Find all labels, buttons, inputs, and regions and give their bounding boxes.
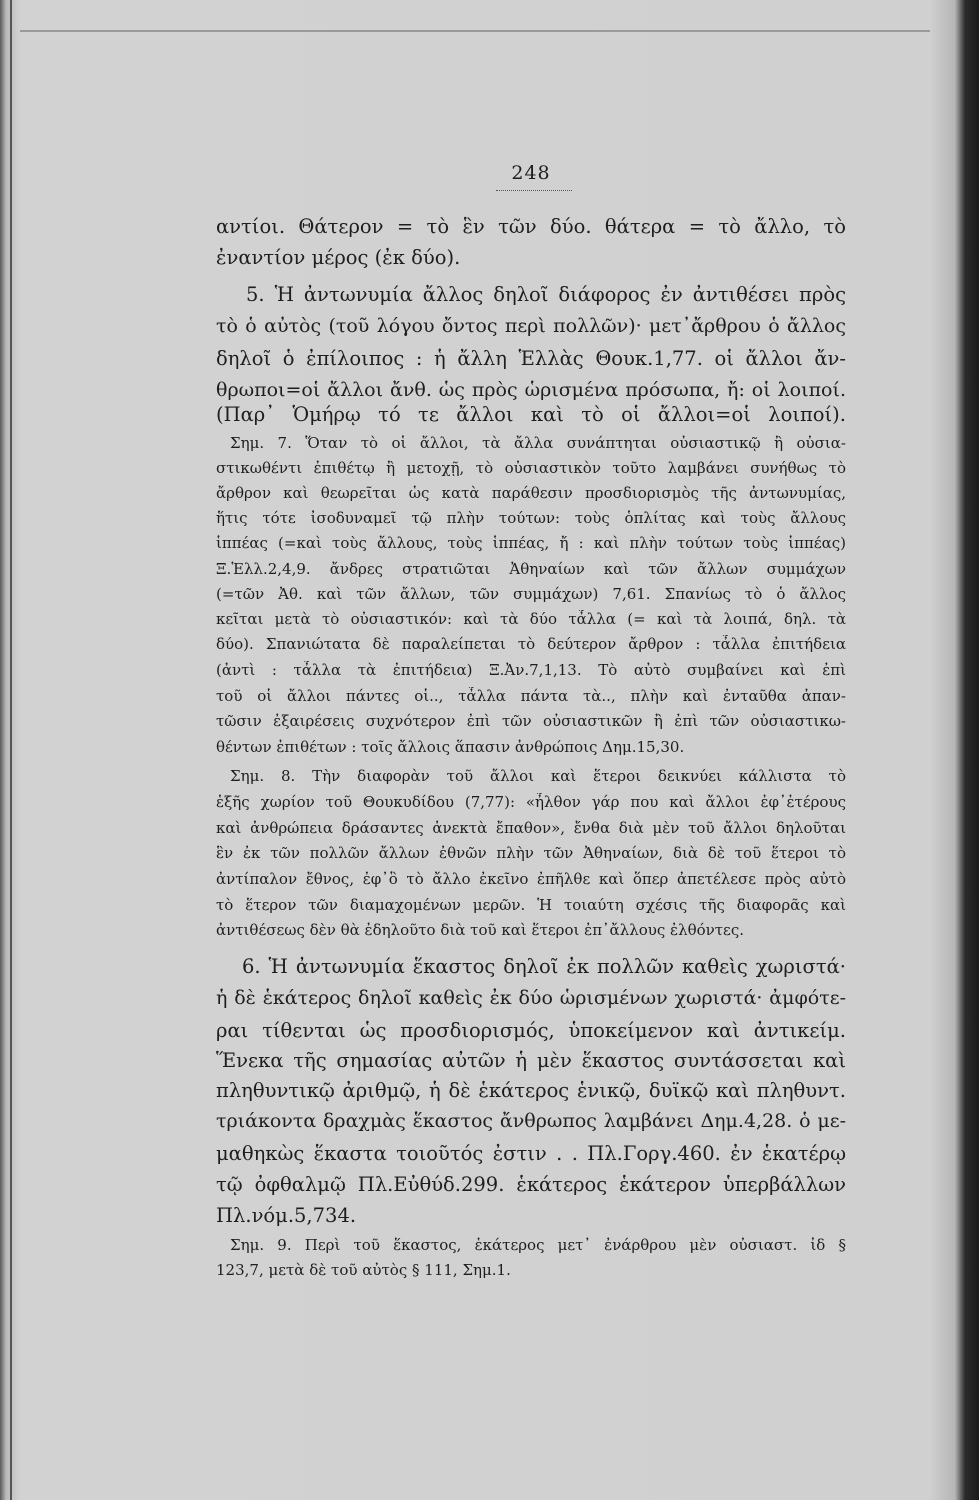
text-line: θρωποι=οἱ ἄλλοι ἄνθ. ὡς πρὸς ὡρισμένα πρόσωπα, ἤ: οἱ λοιποί. — [216, 379, 846, 401]
note-line: ἥτις τότε ἰσοδυναμεῖ τῷ πλὴν τούτων: τοὺς ὁπλίτας καὶ τοὺς ἄλλους — [216, 509, 846, 527]
text-line: τῷ ὀφθαλμῷ Πλ.Εὐθύδ.299. ἑκάτερος ἑκάτερον ὑπερβάλλων — [216, 1173, 846, 1196]
page-number: 248 — [511, 162, 551, 184]
note-line: ἓν ἐκ τῶν πολλῶν ἄλλων ἐθνῶν πλὴν τῶν Ἀθηναίων, διὰ δὲ τοῦ ἕτεροι τὸ — [216, 844, 846, 862]
note-line: θέντων ἐπιθέτων : τοῖς ἄλλοις ἅπασιν ἀνθρώποις Δημ.15,30. — [216, 738, 685, 756]
text-line: (Παρ᾽ Ὁμήρῳ τό τε ἄλλοι καὶ τὸ οἱ ἄλλοι=οἱ λοιποί). — [216, 403, 846, 426]
note-line: κεῖται μετὰ τὸ οὐσιαστικόν: καὶ τὰ δύο τἆλλα (= καὶ τὰ λοιπά, δηλ. τὰ — [216, 610, 846, 628]
note-line: ἄρθρον καὶ θεωρεῖται ὡς κατὰ παράθεσιν προσδιορισμὸς τῆς ἀντωνυμίας, — [216, 484, 846, 502]
text-line: ἡ δὲ ἑκάτερος δηλοῖ καθεὶς ἐκ δύο ὡρισμένων χωριστά· ἀμφότε- — [216, 987, 846, 1009]
note-line: Σημ. 8. Τὴν διαφορὰν τοῦ ἄλλοι καὶ ἕτεροι δεικνύει κάλλιστα τὸ — [230, 767, 846, 785]
note-line: τῶσιν ἐξαιρέσεις συχνότερον ἐπὶ τῶν οὐσιαστικῶν ἢ ἐπὶ τῶν οὐσιαστικω- — [216, 712, 846, 730]
text-line: τὸ ὁ αὐτὸς (τοῦ λόγου ὄντος περὶ πολλῶν)· μετ᾽ἄρθρου ὁ ἄλλος — [216, 315, 846, 337]
text-line: 6. Ἡ ἀντωνυμία ἕκαστος δηλοῖ ἐκ πολλῶν καθεὶς χωριστά· — [242, 955, 846, 978]
note-line: (=τῶν Ἀθ. καὶ τῶν ἄλλων, τῶν συμμάχων) 7,61. Σπανίως τὸ ὁ ἄλλος — [216, 585, 846, 603]
note-line: ἑξῆς χωρίον τοῦ Θουκυδίδου (7,77): «ἦλθον γάρ που καὶ ἄλλοι ἐφ᾽ἑτέρους — [216, 793, 846, 811]
text-line: δηλοῖ ὁ ἐπίλοιπος : ἡ ἄλλη Ἑλλὰς Θουκ.1,77. οἱ ἄλλοι ἄν- — [216, 347, 846, 370]
note-line: δύο). Σπανιώτατα δὲ παραλείπεται τὸ δεύτερον ἄρθρον : τἆλλα ἐπιτήδεια — [216, 635, 846, 653]
note-line: τὸ ἕτερον τῶν διαμαχομένων μερῶν. Ἡ τοιαύτη σχέσις τῆς διαφορᾶς καὶ — [216, 896, 846, 914]
text-line: ραι τίθενται ὡς προσδιορισμός, ὑποκείμενον καὶ ἀντικείμ. — [216, 1019, 846, 1042]
text-line: ἐναντίον μέρος (ἐκ δύο). — [216, 246, 461, 269]
text-line: πληθυντικῷ ἀριθμῷ, ἡ δὲ ἑκάτερος ἑνικῷ, δυϊκῷ καὶ πληθυντ. — [216, 1079, 846, 1102]
text-line: 5. Ἡ ἀντωνυμία ἄλλος δηλοῖ διάφορος ἐν ἀντιθέσει πρὸς — [246, 283, 846, 306]
note-line: (ἀντὶ : τἆλλα τὰ ἐπιτήδεια) Ξ.Ἀν.7,1,13. Τὸ αὐτὸ συμβαίνει καὶ ἐπὶ — [216, 661, 846, 679]
note-line: στικωθέντι ἐπιθέτῳ ἢ μετοχῇ, τὸ οὐσιαστικὸν τοῦτο λαμβάνει συνήθως τὸ — [216, 459, 846, 477]
note-line: Ξ.Ἑλλ.2,4,9. ἄνδρες στρατιῶται Ἀθηναίων καὶ τῶν ἄλλων συμμάχων — [216, 560, 846, 578]
note-line: Σημ. 9. Περὶ τοῦ ἕκαστος, ἑκάτερος μετ᾽ ἐνάρθρου μὲν οὐσιαστ. ἰδ § — [230, 1236, 846, 1254]
text-line: αντίοι. Θάτερον = τὸ ἓν τῶν δύο. θάτερα = τὸ ἄλλο, τὸ — [216, 215, 846, 238]
text-line: Ἕνεκα τῆς σημασίας αὐτῶν ἡ μὲν ἕκαστος συντάσσεται καὶ — [216, 1049, 846, 1072]
text-line: μαθηκὼς ἕκαστα τοιοῦτός ἐστιν . . Πλ.Γοργ.460. ἐν ἑκατέρῳ — [216, 1142, 846, 1165]
text-line: τριάκοντα δραχμὰς ἕκαστος ἄνθρωπος λαμβάνει Δημ.4,28. ὁ με- — [216, 1110, 846, 1132]
note-line: ἀντιθέσεως δὲν θὰ ἐδηλοῦτο διὰ τοῦ καὶ ἕτεροι ἐπ᾽ἄλλους ἐλθόντες. — [216, 921, 744, 939]
note-line: Σημ. 7. Ὅταν τὸ οἱ ἄλλοι, τὰ ἄλλα συνάπτηται οὐσιαστικῷ ἢ οὐσια- — [230, 434, 846, 452]
note-line: τοῦ οἱ ἄλλοι πάντες οἱ.., τἆλλα πάντα τὰ.., πλὴν καὶ ἐνταῦθα ἀπαν- — [216, 687, 846, 705]
note-line: ἀντίπαλον ἔθνος, ἐφ᾽ὃ τὸ ἄλλο ἐκεῖνο ἐπῆλθε καὶ ὅπερ ἀπετέλεσε πρὸς αὐτὸ — [216, 870, 846, 888]
page-number-rule — [496, 190, 572, 191]
note-line: ἱππέας (=καὶ τοὺς ἄλλους, τοὺς ἱππέας, ἤ : καὶ πλὴν τούτων τοὺς ἱππέας) — [216, 534, 846, 552]
page-edge-left — [10, 0, 12, 1500]
note-line: 123,7, μετὰ δὲ τοῦ αὐτὸς § 111, Σημ.1. — [216, 1261, 511, 1279]
page-edge-top — [20, 30, 930, 32]
note-line: καὶ ἀνθρώπεια δράσαντες ἀνεκτὰ ἔπαθον», ἔνθα διὰ μὲν τοῦ ἄλλοι δηλοῦται — [216, 819, 846, 837]
text-line: Πλ.νόμ.5,734. — [216, 1204, 357, 1227]
